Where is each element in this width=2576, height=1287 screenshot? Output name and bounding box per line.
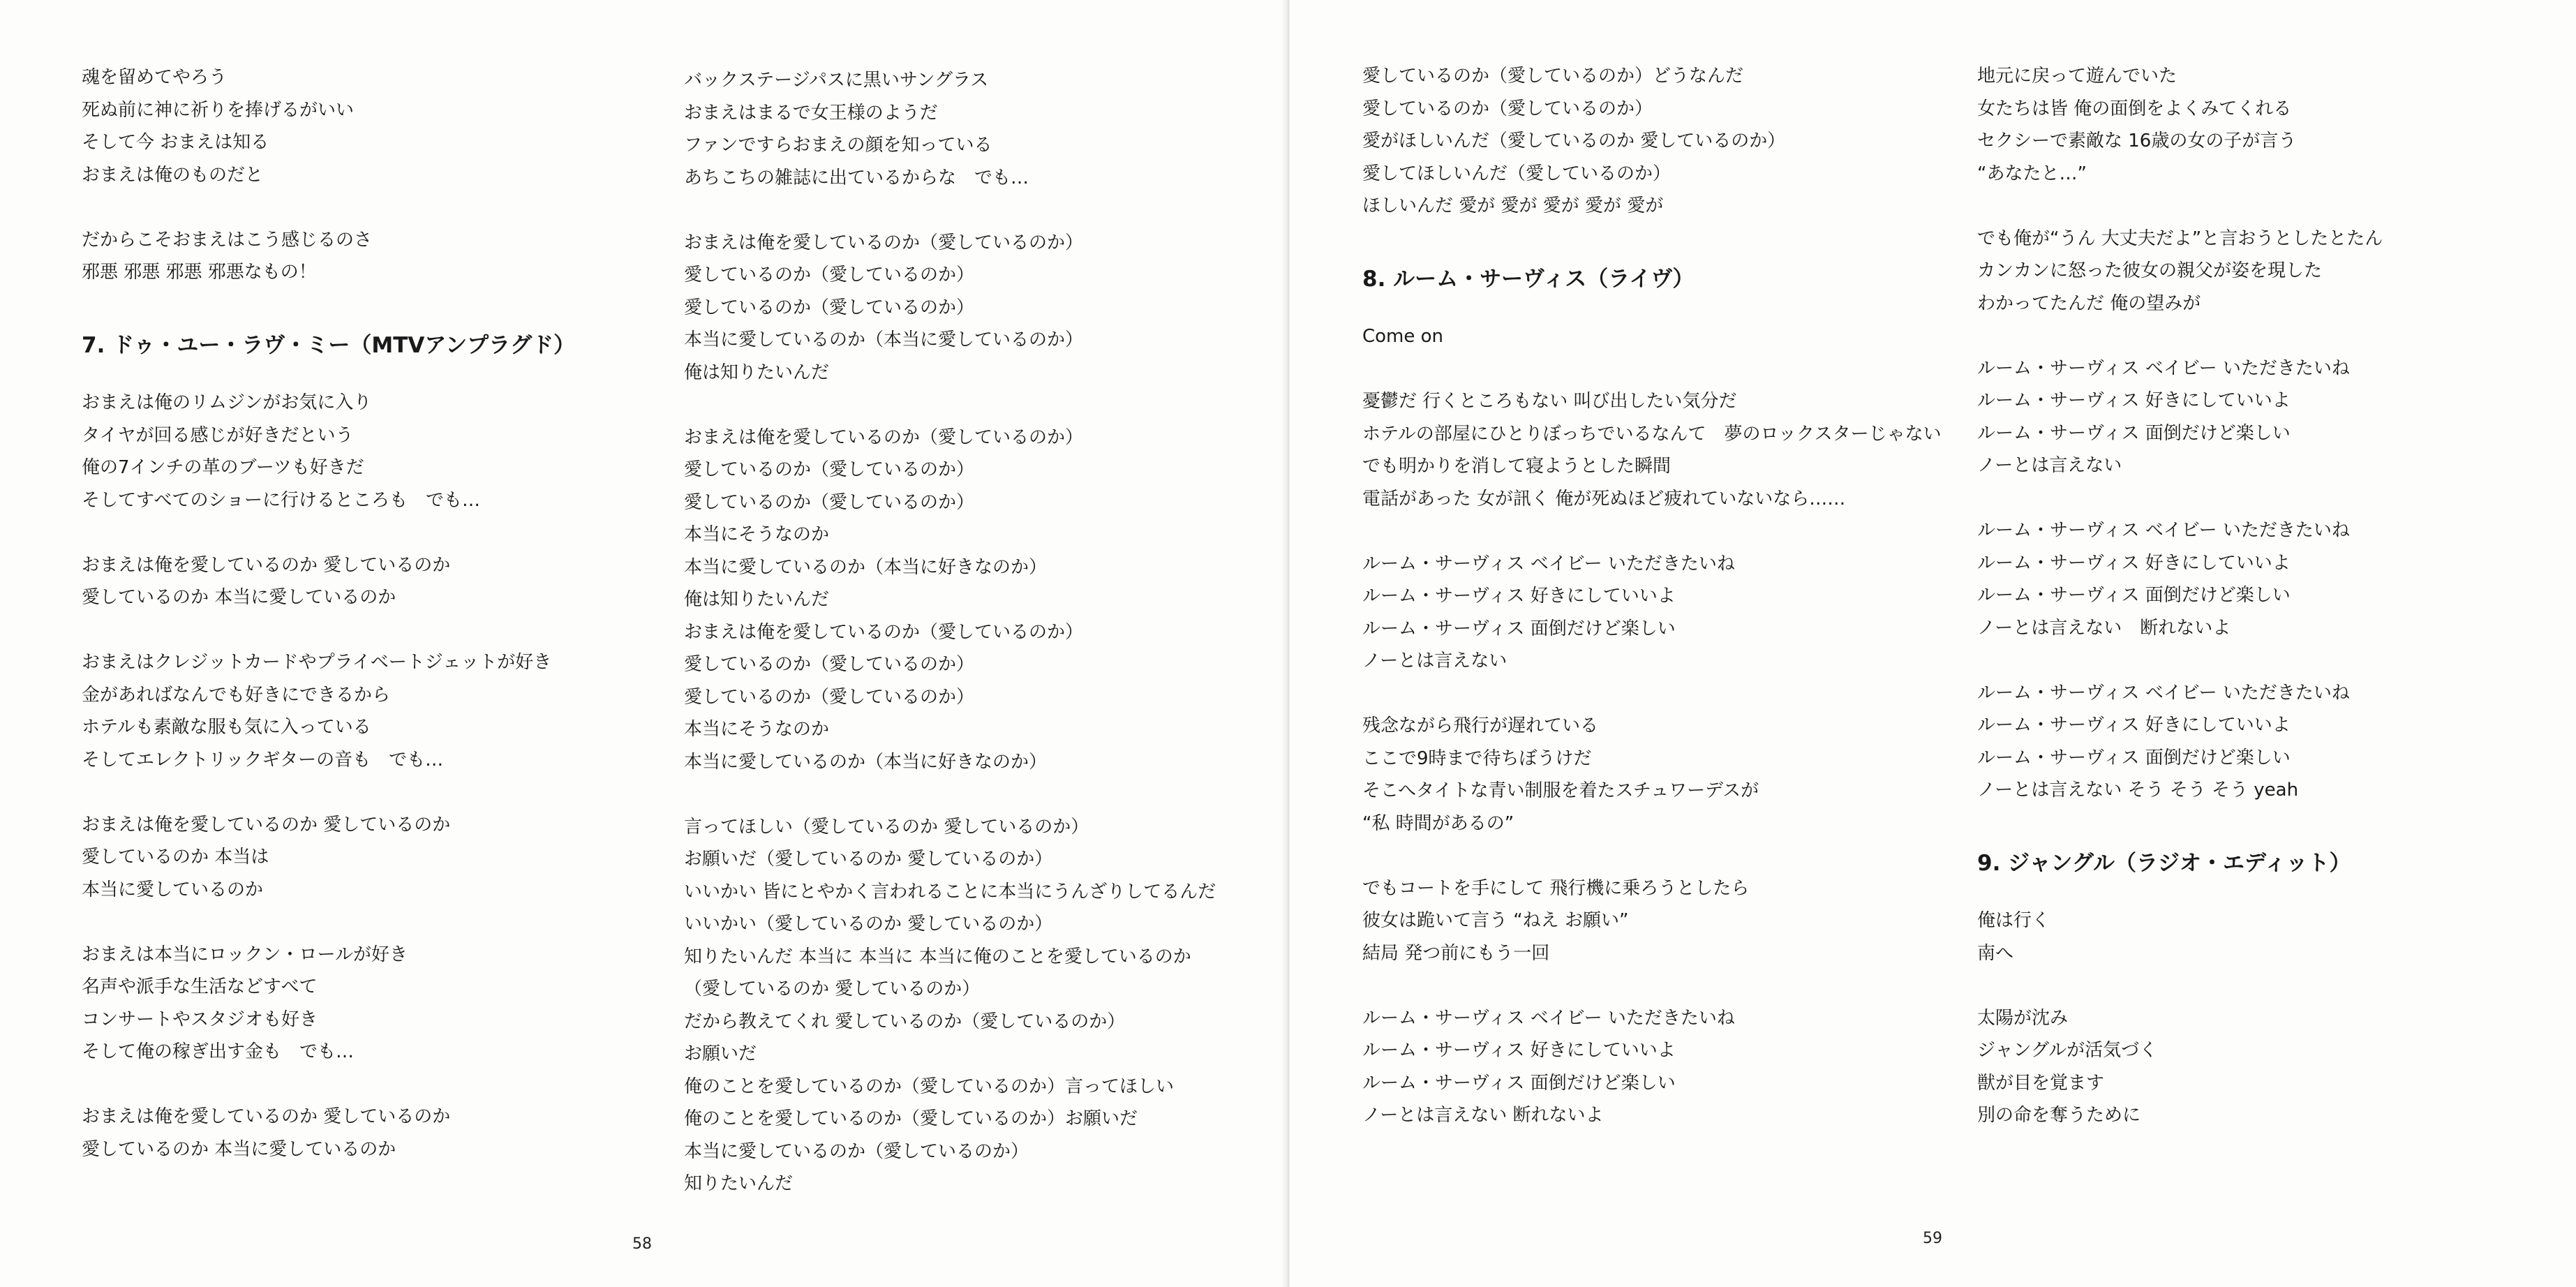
lyric-line: バックステージパスに黒いサングラス (684, 70, 989, 91)
lyric-line: だから教えてくれ 愛しているのか（愛しているのか） (684, 1011, 1126, 1032)
lyric-line: ルーム・サーヴィス 面倒だけど楽しい (1977, 585, 2291, 606)
lyric-line: ジャングルが活気づく (1977, 1040, 2158, 1061)
lyric-line: 太陽が沈み (1977, 1007, 2069, 1029)
lyric-line: ルーム・サーヴィス 好きにしていいよ (1977, 390, 2291, 411)
lyric-line: カンカンに怒った彼女の親父が姿を現した (1977, 260, 2323, 281)
lyric-line: ノーとは言えない そう そう そう yeah (1977, 780, 2299, 801)
lyric-line: 彼女は跪いて言う “ねえ お願い” (1362, 910, 1629, 931)
lyric-line: そしてエレクトリックギターの音も でも… (82, 749, 444, 771)
lyric-line: 女たちは皆 俺の面倒をよくみてくれる (1977, 98, 2292, 119)
lyric-line: タイヤが回る感じが好きだという (82, 424, 354, 446)
lyric-line: （愛しているのか 愛しているのか） (684, 979, 981, 999)
lyric-line: 俺の7インチの革のブーツも好きだ (82, 457, 364, 478)
page-number-left: 58 (632, 1235, 652, 1253)
lyric-line: 愛しているのか（愛しているのか） (684, 654, 975, 675)
left-page (0, 0, 1286, 1287)
lyric-line: 邪悪 邪悪 邪悪 邪悪なもの！ (82, 262, 317, 283)
lyric-line: 本当に愛しているのか（本当に好きなのか） (684, 751, 1048, 773)
lyric-line: お願いだ（愛しているのか 愛しているのか） (684, 849, 1053, 870)
lyric-line: ルーム・サーヴィス 面倒だけど楽しい (1362, 1072, 1676, 1094)
lyric-line: ルーム・サーヴィス 面倒だけど楽しい (1977, 747, 2291, 768)
lyric-line: 本当に愛しているのか (82, 879, 264, 900)
lyric-line: ルーム・サーヴィス 面倒だけど楽しい (1362, 618, 1676, 639)
lyric-line: そして今 おまえは知る (82, 132, 269, 153)
lyric-line: 愛しているのか（愛しているのか） (1362, 98, 1653, 119)
lyric-line: 愛しているのか 本当に愛しているのか (82, 587, 396, 608)
lyric-line: そして俺の稼ぎ出す金も でも… (82, 1041, 355, 1062)
lyric-line: でも明かりを消して寝ようとした瞬間 (1362, 456, 1672, 477)
lyric-line: いいかい 皆にとやかく言われることに本当にうんざりしてるんだ (684, 881, 1216, 902)
left-page-column-2 (684, 64, 1284, 1200)
lyric-line: ルーム・サーヴィス 好きにしていいよ (1977, 552, 2291, 574)
lyric-line: 本当に愛しているのか（本当に好きなのか） (684, 556, 1048, 578)
lyric-line: 言ってほしい（愛しているのか 愛しているのか） (684, 816, 1089, 838)
lyric-line: 愛しているのか（愛しているのか） (684, 491, 975, 513)
lyric-line: 愛してほしいんだ（愛しているのか） (1362, 163, 1672, 184)
lyric-line: ルーム・サーヴィス 好きにしていいよ (1362, 1040, 1676, 1061)
lyric-line: 愛しているのか 本当に愛しているのか (82, 1138, 396, 1160)
lyric-line: 本当にそうなのか (684, 719, 830, 740)
lyric-line: 知りたいんだ 本当に 本当に 本当に俺のことを愛しているのか (684, 946, 1191, 967)
lyric-line: セクシーで素敵な 16歳の女の子が言う (1977, 131, 2297, 151)
lyric-line: 本当に愛しているのか（愛しているのか） (684, 1140, 1029, 1162)
page-number-right: 59 (1923, 1230, 1942, 1247)
lyric-line: ほしいんだ 愛が 愛が 愛が 愛が 愛が (1362, 195, 1664, 216)
lyric-line: おまえは本当にロックン・ロールが好き (82, 944, 408, 965)
song-title: 9. ジャングル（ラジオ・エディット） (1977, 850, 2351, 876)
lyric-line: 金があればなんでも好きにできるから (82, 684, 391, 706)
lyric-line: 愛しているのか（愛しているのか）どうなんだ (1362, 66, 1744, 87)
right-page (1290, 0, 2576, 1287)
lyric-line: ノーとは言えない 断れないよ (1362, 1105, 1604, 1126)
lyric-line: ノーとは言えない (1977, 455, 2122, 476)
lyric-line: ルーム・サーヴィス ベイビー いただきたいね (1977, 682, 2350, 704)
lyric-line: おまえは俺を愛しているのか 愛しているのか (82, 814, 451, 835)
lyric-line: 残念ながら飛行が遅れている (1362, 715, 1599, 736)
lyric-line: コンサートやスタジオも好き (82, 1009, 318, 1030)
lyric-line: わかってたんだ 俺の望みが (1977, 292, 2201, 314)
lyric-line: 愛しているのか（愛しているのか） (684, 686, 975, 708)
lyric-line: “あなたと…” (1977, 163, 2087, 184)
lyric-line: 死ぬ前に神に祈りを捧げるがいい (82, 99, 355, 121)
lyric-line: 知りたいんだ (684, 1173, 794, 1194)
lyric-line: 憂鬱だ 行くところもない 叫び出したい気分だ (1362, 391, 1737, 412)
lyric-line: 愛がほしいんだ（愛しているのか 愛しているのか） (1362, 131, 1786, 151)
lyric-line: おまえはまるで女王様のようだ (684, 102, 938, 124)
lyric-line: ルーム・サーヴィス ベイビー いただきたいね (1977, 357, 2350, 379)
lyric-line: 本当にそうなのか (684, 524, 830, 545)
lyric-line: おまえは俺のリムジンがお気に入り (82, 392, 372, 413)
lyric-line: ルーム・サーヴィス ベイビー いただきたいね (1362, 553, 1735, 574)
lyric-line: 俺のことを愛しているのか（愛しているのか）お願いだ (684, 1108, 1138, 1129)
left-page-column-1 (82, 61, 682, 1166)
lyric-line: あちこちの雑誌に出ているからな でも… (684, 167, 1029, 188)
lyric-line: だからこそおまえはこう感じるのさ (82, 229, 373, 251)
lyric-line: 俺は行く (1977, 910, 2050, 931)
lyric-line: 電話があった 女が訊く 俺が死ぬほど疲れていないなら…… (1362, 488, 1846, 509)
lyric-line: おまえは俺のものだと (82, 164, 264, 186)
lyric-line: 愛しているのか 本当は (82, 847, 269, 868)
song-title: 8. ルーム・サーヴィス（ライヴ） (1362, 266, 1695, 292)
lyric-line: 俺は知りたいんだ (684, 362, 830, 383)
lyric-line: おまえは俺を愛しているのか（愛しているのか） (684, 232, 1084, 253)
lyric-line: 獣が目を覚ます (1977, 1072, 2105, 1094)
lyric-line: 愛しているのか（愛しているのか） (684, 297, 975, 318)
lyric-line: ノーとは言えない (1362, 650, 1507, 671)
lyric-line: おまえは俺を愛しているのか（愛しているのか） (684, 426, 1084, 448)
lyric-line: 本当に愛しているのか（本当に愛しているのか） (684, 329, 1084, 350)
lyric-line: ホテルの部屋にひとりぼっちでいるなんて 夢のロックスターじゃない (1362, 423, 1942, 445)
lyric-line: 結局 発つ前にもう一回 (1362, 942, 1550, 964)
lyric-line: “私 時間があるの” (1362, 812, 1514, 834)
lyric-line: おまえは俺を愛しているのか 愛しているのか (82, 1106, 451, 1127)
lyric-line: 名声や派手な生活などすべて (82, 976, 318, 997)
lyric-line: 俺のことを愛しているのか（愛しているのか）言ってほしい (684, 1076, 1175, 1097)
lyric-line: ホテルも素敵な服も気に入っている (82, 717, 371, 738)
lyric-line: でもコートを手にして 飛行機に乗ろうとしたら (1362, 877, 1750, 899)
lyric-line: 俺は知りたいんだ (684, 589, 830, 610)
lyric-line: おまえは俺を愛しているのか（愛しているのか） (684, 621, 1084, 643)
lyric-line: でも俺が“うん 大丈夫だよ”と言おうとしたとたん (1977, 228, 2383, 249)
lyric-line: おまえは俺を愛しているのか 愛しているのか (82, 554, 451, 576)
lyric-line: 別の命を奪うために (1977, 1105, 2141, 1126)
lyric-line: お願いだ (684, 1043, 757, 1064)
lyric-line: いいかい（愛しているのか 愛しているのか） (684, 914, 1053, 935)
lyric-line: ルーム・サーヴィス 好きにしていいよ (1362, 586, 1676, 607)
lyric-line: ルーム・サーヴィス 好きにしていいよ (1977, 715, 2291, 736)
right-page-column-1 (1362, 60, 1963, 1132)
lyric-line: ここで9時まで待ちぼうけだ (1362, 747, 1592, 769)
lyric-line: おまえはクレジットカードやプライベートジェットが好き (82, 652, 552, 673)
lyric-line: ルーム・サーヴィス ベイビー いただきたいね (1977, 520, 2350, 541)
lyric-line: 地元に戻って遊んでいた (1977, 66, 2177, 87)
lyric-line: 愛しているのか（愛しているのか） (684, 265, 975, 285)
song-title: 7. ドゥ・ユー・ラヴ・ミー（MTVアンプラグド） (82, 332, 576, 358)
lyric-line: ルーム・サーヴィス ベイビー いただきたいね (1362, 1007, 1735, 1029)
right-page-column-2 (1977, 60, 2576, 1132)
lyric-line: ファンですらおまえの顔を知っている (684, 135, 992, 156)
lyric-line: 南へ (1977, 942, 2014, 964)
lyric-line: Come on (1362, 326, 1444, 347)
lyric-line: そしてすべてのショーに行けるところも でも… (82, 489, 480, 511)
lyric-line: 愛しているのか（愛しているのか） (684, 459, 975, 480)
lyric-line: そこへタイトな青い制服を着たスチュワーデスが (1362, 780, 1759, 801)
lyric-line: 魂を留めてやろう (82, 67, 228, 88)
lyric-line: ルーム・サーヴィス 面倒だけど楽しい (1977, 422, 2291, 444)
lyric-line: ノーとは言えない 断れないよ (1977, 617, 2231, 639)
